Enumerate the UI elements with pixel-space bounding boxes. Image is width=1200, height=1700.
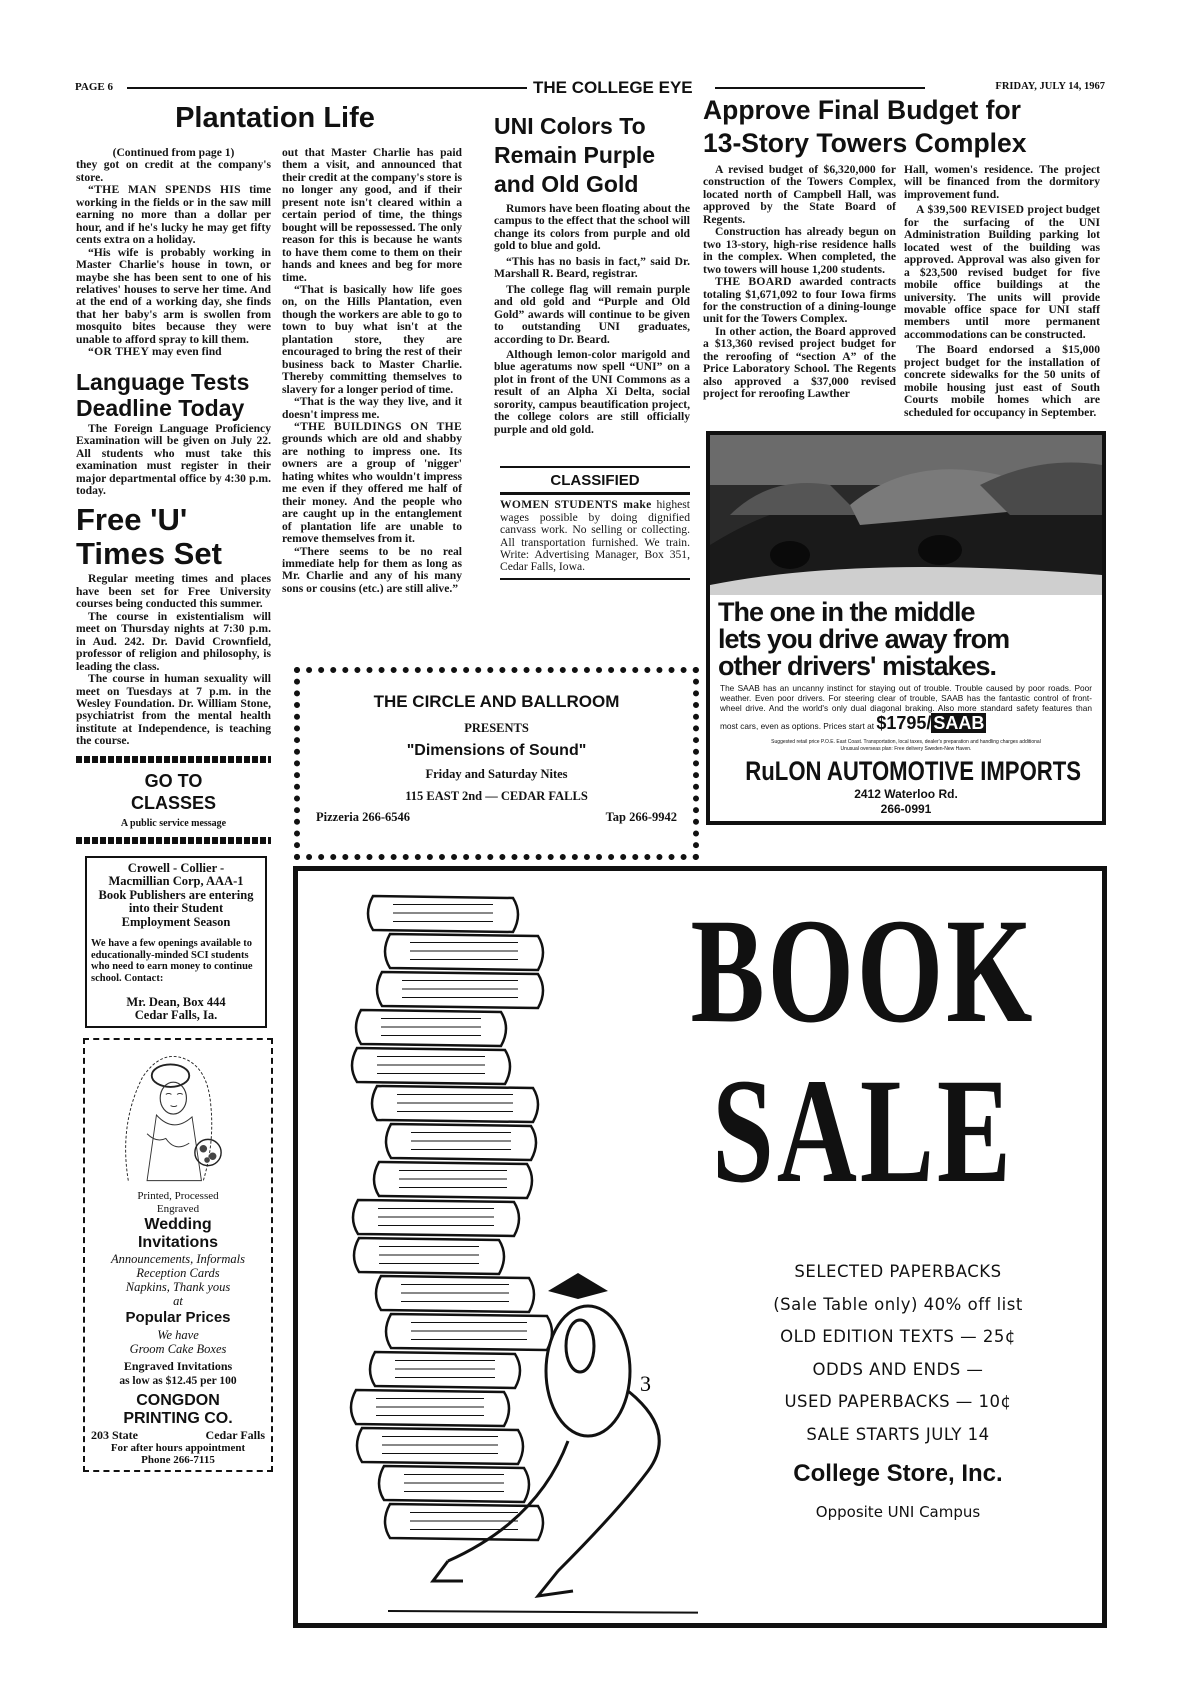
paragraph-text: In other action, the Board approved a $13,360 revised project budget for the reroofing of “section A” of the Price Laboratory School. The Regents also approved a $37,000 revised project for reroofing Lawther (703, 324, 896, 401)
crowell-headline: Crowell - Collier - Macmillian Corp, AAA-1 Book Publishers are entering into their Student Employment Season (98, 860, 254, 929)
book-shape (357, 1428, 523, 1464)
paragraph-lead-in: “OR THEY (88, 345, 150, 359)
book-shape (386, 1314, 552, 1350)
uni-colors-body (494, 203, 690, 436)
headline-line: lets you drive away from (718, 624, 1010, 655)
headline-line: Times Set (76, 536, 222, 572)
page-number: PAGE 6 (75, 81, 113, 93)
paragraph-text: Hall, women's residence. The project will be financed from the dormitory improvement fund. (904, 163, 1100, 201)
left-column (76, 147, 271, 1472)
paragraph-text: “That is basically how life goes on, on the Hills Plantation, even though the workers are able to go to town to buy what isn't at the plantation store, they are encouraged to bring the rest of their business back to Master Charlie. Thereby committing themselves to slavery for a longer period of time. (282, 282, 462, 396)
book-shape (385, 934, 543, 970)
pizzeria-phone: Pizzeria 266-6546 (316, 809, 411, 824)
paragraph-text: The course in human sexuality will meet on Tuesdays at 7 p.m. in the Wesley Foundation. Dr. William Stone, psychiatrist from the mental health institute at Independence, is teaching the course. (76, 672, 271, 748)
book-shape (356, 1010, 506, 1046)
plantation-headline: Plantation Life (175, 102, 375, 134)
go-to-classes-notice (76, 770, 271, 829)
title-line: BOOK (690, 888, 1036, 1054)
ad-line: Announcements, Informals (110, 1252, 245, 1267)
book-stack-illustration (318, 871, 698, 1621)
towers-col1 (703, 164, 896, 419)
headline-line: 13-Story Towers Complex (703, 128, 1027, 158)
book-sale-title (689, 888, 1037, 1214)
paragraph-text: “This has no basis in fact,” said Dr. Marshall R. Beard, registrar. (494, 254, 690, 281)
classified-section (500, 466, 690, 580)
header-rule-left (127, 87, 527, 89)
ad-line: Groom Cake Boxes (129, 1342, 227, 1357)
saab-headline (710, 595, 1102, 680)
diamond-divider (76, 756, 271, 763)
bride-illustration (85, 1040, 271, 1190)
paragraph (494, 349, 690, 436)
saab-fine-print: Suggested retail price P.O.E. East Coast. Transportation, local taxes, dealer's preparation and handling charges additional (771, 739, 1041, 746)
center-column (494, 112, 690, 580)
book-shape (368, 896, 518, 932)
paragraph (904, 204, 1100, 341)
sale-item: SELECTED PAPERBACKS (794, 1262, 1002, 1281)
company-name: PRINTING CO. (123, 1410, 233, 1428)
paragraph (703, 226, 896, 276)
headline-line: Language Tests (76, 368, 250, 395)
plantation-col1 (76, 147, 271, 359)
ad-line: Napkins, Thank yous (125, 1280, 231, 1295)
paragraph (904, 344, 1100, 419)
headline-line: Remain Purple (494, 142, 656, 168)
paragraph (76, 247, 271, 347)
paragraph (703, 326, 896, 401)
paragraph (494, 284, 690, 346)
book-shape (376, 1276, 534, 1312)
towers-body (703, 164, 1107, 419)
ad-line: Engraved (156, 1203, 200, 1216)
paragraph (76, 184, 271, 246)
book-shape (386, 1124, 536, 1160)
header-rule-right (715, 87, 925, 89)
paragraph-text: Rumors have been floating about the campus to the effect that the school will change its colors from purple and old gold to blue and gold. (494, 202, 690, 253)
paragraph (76, 159, 271, 184)
sale-item: ODDS AND ENDS — (812, 1359, 984, 1379)
book-shape (374, 1162, 532, 1198)
paragraph (76, 673, 271, 748)
classified-heading: CLASSIFIED (550, 472, 640, 490)
ad-title: Wedding (144, 1216, 212, 1234)
headline-line: Approve Final Budget for (703, 95, 1021, 125)
headline-line: other drivers' mistakes. (718, 651, 997, 682)
paragraph-text: they got on credit at the company's store. (76, 158, 271, 184)
paragraph (282, 147, 462, 284)
paragraph-text: awarded contracts totaling $1,671,092 to four Iowa firms for the construction of a dining-lounge unit for the Towers Complex. (703, 275, 896, 326)
ad-line: We have (157, 1328, 199, 1343)
ad-line: at (173, 1294, 183, 1309)
dealer-name: RuLON AUTOMOTIVE IMPORTS (745, 756, 1082, 787)
rule (500, 578, 690, 580)
ad-title: Popular Prices (125, 1309, 231, 1327)
ad-line: Engraved Invitations (123, 1359, 233, 1374)
paragraph-text: A revised budget of $6,320,000 for construction of the Towers Complex, located north of Campbell Hall, was approved by the State Board of Regents. (703, 163, 896, 226)
uni-colors-headline (494, 112, 690, 199)
sale-item: SALE STARTS JULY 14 (806, 1424, 990, 1444)
sale-item: OLD EDITION TEXTS — 25¢ (780, 1327, 1016, 1346)
towers-headline (703, 94, 1107, 160)
street: 203 State (91, 1428, 138, 1443)
dealer-address: 2412 Waterloo Rd. (854, 787, 958, 802)
act-name: "Dimensions of Sound" (406, 742, 587, 760)
paragraph-text: project budget for the surfacing of the UNI Administration Building parking lot located west of the building was approved. Approval was also given for a $23,500 revised budget for five mobile office buildings at the university. The units will provide movable office space for UNI staff members until more permanent accommodations can be constructed. (904, 203, 1100, 341)
paragraph-text: time working in the fields or in the saw mill earning no more than a dollar per hour, and if he's lucky he may get fifty cents extra on a holiday. (76, 183, 271, 247)
paragraph-text: may even find (149, 345, 222, 359)
paragraph (282, 421, 462, 546)
book-shape (385, 1504, 543, 1540)
book-shape (354, 1238, 504, 1274)
ad-price: as low as $12.45 per 100 (119, 1375, 237, 1388)
rule (500, 466, 690, 468)
saab-body-text: The SAAB has an uncanny instinct for staying out of trouble. Trouble caused by poor roads. Poor weather. Even poor drivers. For steering clear of trouble, SAAB has the fantastic control of front-wheel drive. And the world's only dual diagonal braking. Also more standard safety features than most cars, even as options. Prices start at (720, 683, 1092, 732)
free-u-body (76, 573, 271, 747)
headline-line: and Old Gold (494, 171, 639, 197)
ad-line: For after hours appointment (110, 1442, 246, 1455)
paragraph-lead-in: THE BOARD (715, 275, 792, 289)
book-shape (379, 1466, 529, 1502)
headline-line: Free 'U' (76, 502, 188, 538)
figure-number: 3 (640, 1371, 651, 1396)
paragraph (76, 423, 271, 498)
paragraph-text: “His wife is probably working in Master Charlie's house in town, or maybe she has been sent to one of his relatives' houses to serve her time. And at the end of a working day, she finds that her baby's arm is swollen from mosquito bites because they were unable to afford spray to kill them. (76, 245, 271, 346)
paragraph-text: “There seems to be no real immediate help for them as long as Mr. Charlie and any of his many sons or cousins (etc.) are still alive.” (282, 544, 462, 595)
continued-note: (Continued from page 1) (112, 146, 235, 159)
towers-col2 (904, 164, 1100, 419)
saab-price: $1795/ (876, 713, 932, 734)
paragraph-text: The college flag will remain purple and old gold and “Purple and Old Gold” awards will continue to be given to outstanding UNI graduates, according to Dr. Beard. (494, 282, 690, 346)
phone: Phone 266-7115 (141, 1454, 215, 1467)
paragraph (904, 164, 1100, 201)
book-shape (353, 1200, 519, 1236)
book-shape (351, 1390, 509, 1426)
headline-line: UNI Colors To (494, 113, 646, 139)
sale-item: USED PAPERBACKS — 10¢ (784, 1392, 1012, 1411)
paragraph (76, 573, 271, 610)
notice-line: GO TO (144, 770, 203, 791)
sale-items (718, 1256, 1078, 1451)
tap-phone: Tap 266-9942 (605, 809, 677, 824)
paragraph (500, 499, 690, 574)
title-line: SALE (712, 1048, 1014, 1214)
car-photo (710, 435, 1102, 595)
book-shape (352, 1048, 510, 1084)
paragraph-text: “That is the way they live, and it doesn't impress me. (282, 395, 462, 421)
saab-body (710, 680, 1102, 736)
free-u-headline (76, 503, 271, 571)
store-location: Opposite UNI Campus (815, 1503, 981, 1521)
issue-date: FRIDAY, JULY 14, 1967 (995, 81, 1105, 92)
ad-line: Printed, Processed (137, 1190, 219, 1203)
paragraph-lead-in: A $39,500 REVISED (916, 203, 1025, 217)
venue-name: THE CIRCLE AND BALLROOM (373, 692, 620, 711)
plantation-col2 (282, 147, 462, 595)
classified-body (500, 499, 690, 574)
notice-tagline: A public service message (120, 817, 227, 829)
rule (500, 492, 690, 495)
venue-address: 115 EAST 2nd — CEDAR FALLS (405, 788, 588, 803)
language-tests-body (76, 423, 271, 498)
newspaper-name: THE COLLEGE EYE (533, 78, 693, 97)
paragraph (494, 203, 690, 253)
paragraph-text: grounds which are old and shabby are nothing to impress one. Its owners are a group of 'nigger' hating whites who wouldn't impress me even if they offered me half of their money. And the people who are caught up in the entanglement of plantation life are unable to remove themselves from it. (282, 432, 462, 546)
paragraph-text: The Board endorsed a $15,000 project budget for the installation of concrete sidewalks for the 50 units of mobile housing just east of South Courts mobile homes which are scheduled for occupancy in September. (904, 343, 1100, 419)
presents-label: PRESENTS (464, 721, 529, 736)
paragraph-text: Although lemon-color marigold and blue ageratums now spell “UNI” on a plot in front of the UNI Commons as a result of an Alpha Xi Delta, social sorority, campus beautification project, the college colors are still officially purple and old gold. (494, 347, 690, 436)
crowell-ad (85, 856, 267, 1029)
paragraph (703, 276, 896, 326)
right-column (703, 94, 1107, 825)
paragraph-text: The course in existentialism will meet on Thursday nights at 7:30 p.m. in Aud. 242. Dr. David Crownfield, professor of religion and philosophy, is leading the class. (76, 609, 271, 673)
crowell-contact: Cedar Falls, Ia. (134, 1008, 218, 1023)
paragraph-lead-in: “THE BUILDINGS ON THE (294, 419, 462, 433)
book-shape (377, 972, 543, 1008)
paragraph-lead-in: WOMEN STUDENTS make (500, 498, 652, 512)
book-shape (370, 1352, 520, 1388)
notice-line: CLASSES (130, 792, 217, 813)
saab-logo: SAAB (933, 713, 985, 734)
paragraph (703, 164, 896, 226)
paragraph (282, 396, 462, 421)
city: Cedar Falls (205, 1428, 265, 1443)
phone-numbers (300, 810, 693, 825)
paragraph-text: The Foreign Language Proficiency Examination will be given on July 22. All students who must take this examination must register in their major departmental office by 4:30 p.m. today. (76, 421, 271, 497)
crowell-contact: Mr. Dean, Box 444 (126, 995, 226, 1010)
saab-price-group (876, 713, 986, 734)
paragraph-text: Construction has already begun on two 13-story, high-rise residence halls in the complex. When completed, the two towers will house 1,200 students. (703, 225, 896, 276)
sale-item: (Sale Table only) 40% off list (773, 1294, 1023, 1314)
paragraph-text: highest wages possible by doing dignified canvass work. No selling or collecting. All transportation furnished. We train. Write: Advertising Manager, Box 351, Cedar Falls, Iowa. (500, 498, 690, 574)
circle-ballroom-ad (294, 667, 699, 860)
company-name: CONGDON (136, 1392, 220, 1410)
company-address (85, 1428, 271, 1442)
saab-ad (706, 431, 1106, 825)
store-name: College Store, Inc. (793, 1460, 1003, 1487)
book-sale-ad (293, 866, 1107, 1628)
book-shape (372, 1086, 538, 1122)
saab-fine-print: Unusual overseas plan: Free delivery Sweden-New Haven. (840, 746, 972, 753)
diamond-divider (76, 837, 271, 844)
paragraph (494, 256, 690, 281)
paragraph (76, 611, 271, 673)
paragraph (282, 284, 462, 396)
crowell-body: We have a few openings available to educationally-minded SCI students who need to earn money to continue school. Contact: (91, 938, 253, 984)
ad-line: Reception Cards (136, 1266, 220, 1281)
wedding-invitations-ad (83, 1038, 273, 1472)
language-tests-headline (76, 369, 271, 421)
headline-line: The one in the middle (718, 597, 975, 628)
paragraph-text: Regular meeting times and places have been set for Free University courses being conducted this summer. (76, 572, 271, 611)
paragraph-text: out that Master Charlie has paid them a visit, and announced that their credit at the company's store is no longer any good, and if their present note isn't cleared within a certain period of time, the things bought will be repossessed. The only reason for this is because he wants to have them come to them on their hands and knees and beg for more time. (282, 146, 462, 284)
paragraph (76, 346, 271, 358)
headline-line: Deadline Today (76, 394, 245, 421)
ad-title: Invitations (137, 1234, 218, 1252)
paragraph (282, 546, 462, 596)
wedding-ad-text (85, 1190, 271, 1466)
dealer-phone: 266-0991 (880, 802, 932, 817)
paragraph-lead-in: “THE MAN SPENDS HIS (88, 183, 241, 197)
show-nights: Friday and Saturday Nites (425, 766, 568, 781)
